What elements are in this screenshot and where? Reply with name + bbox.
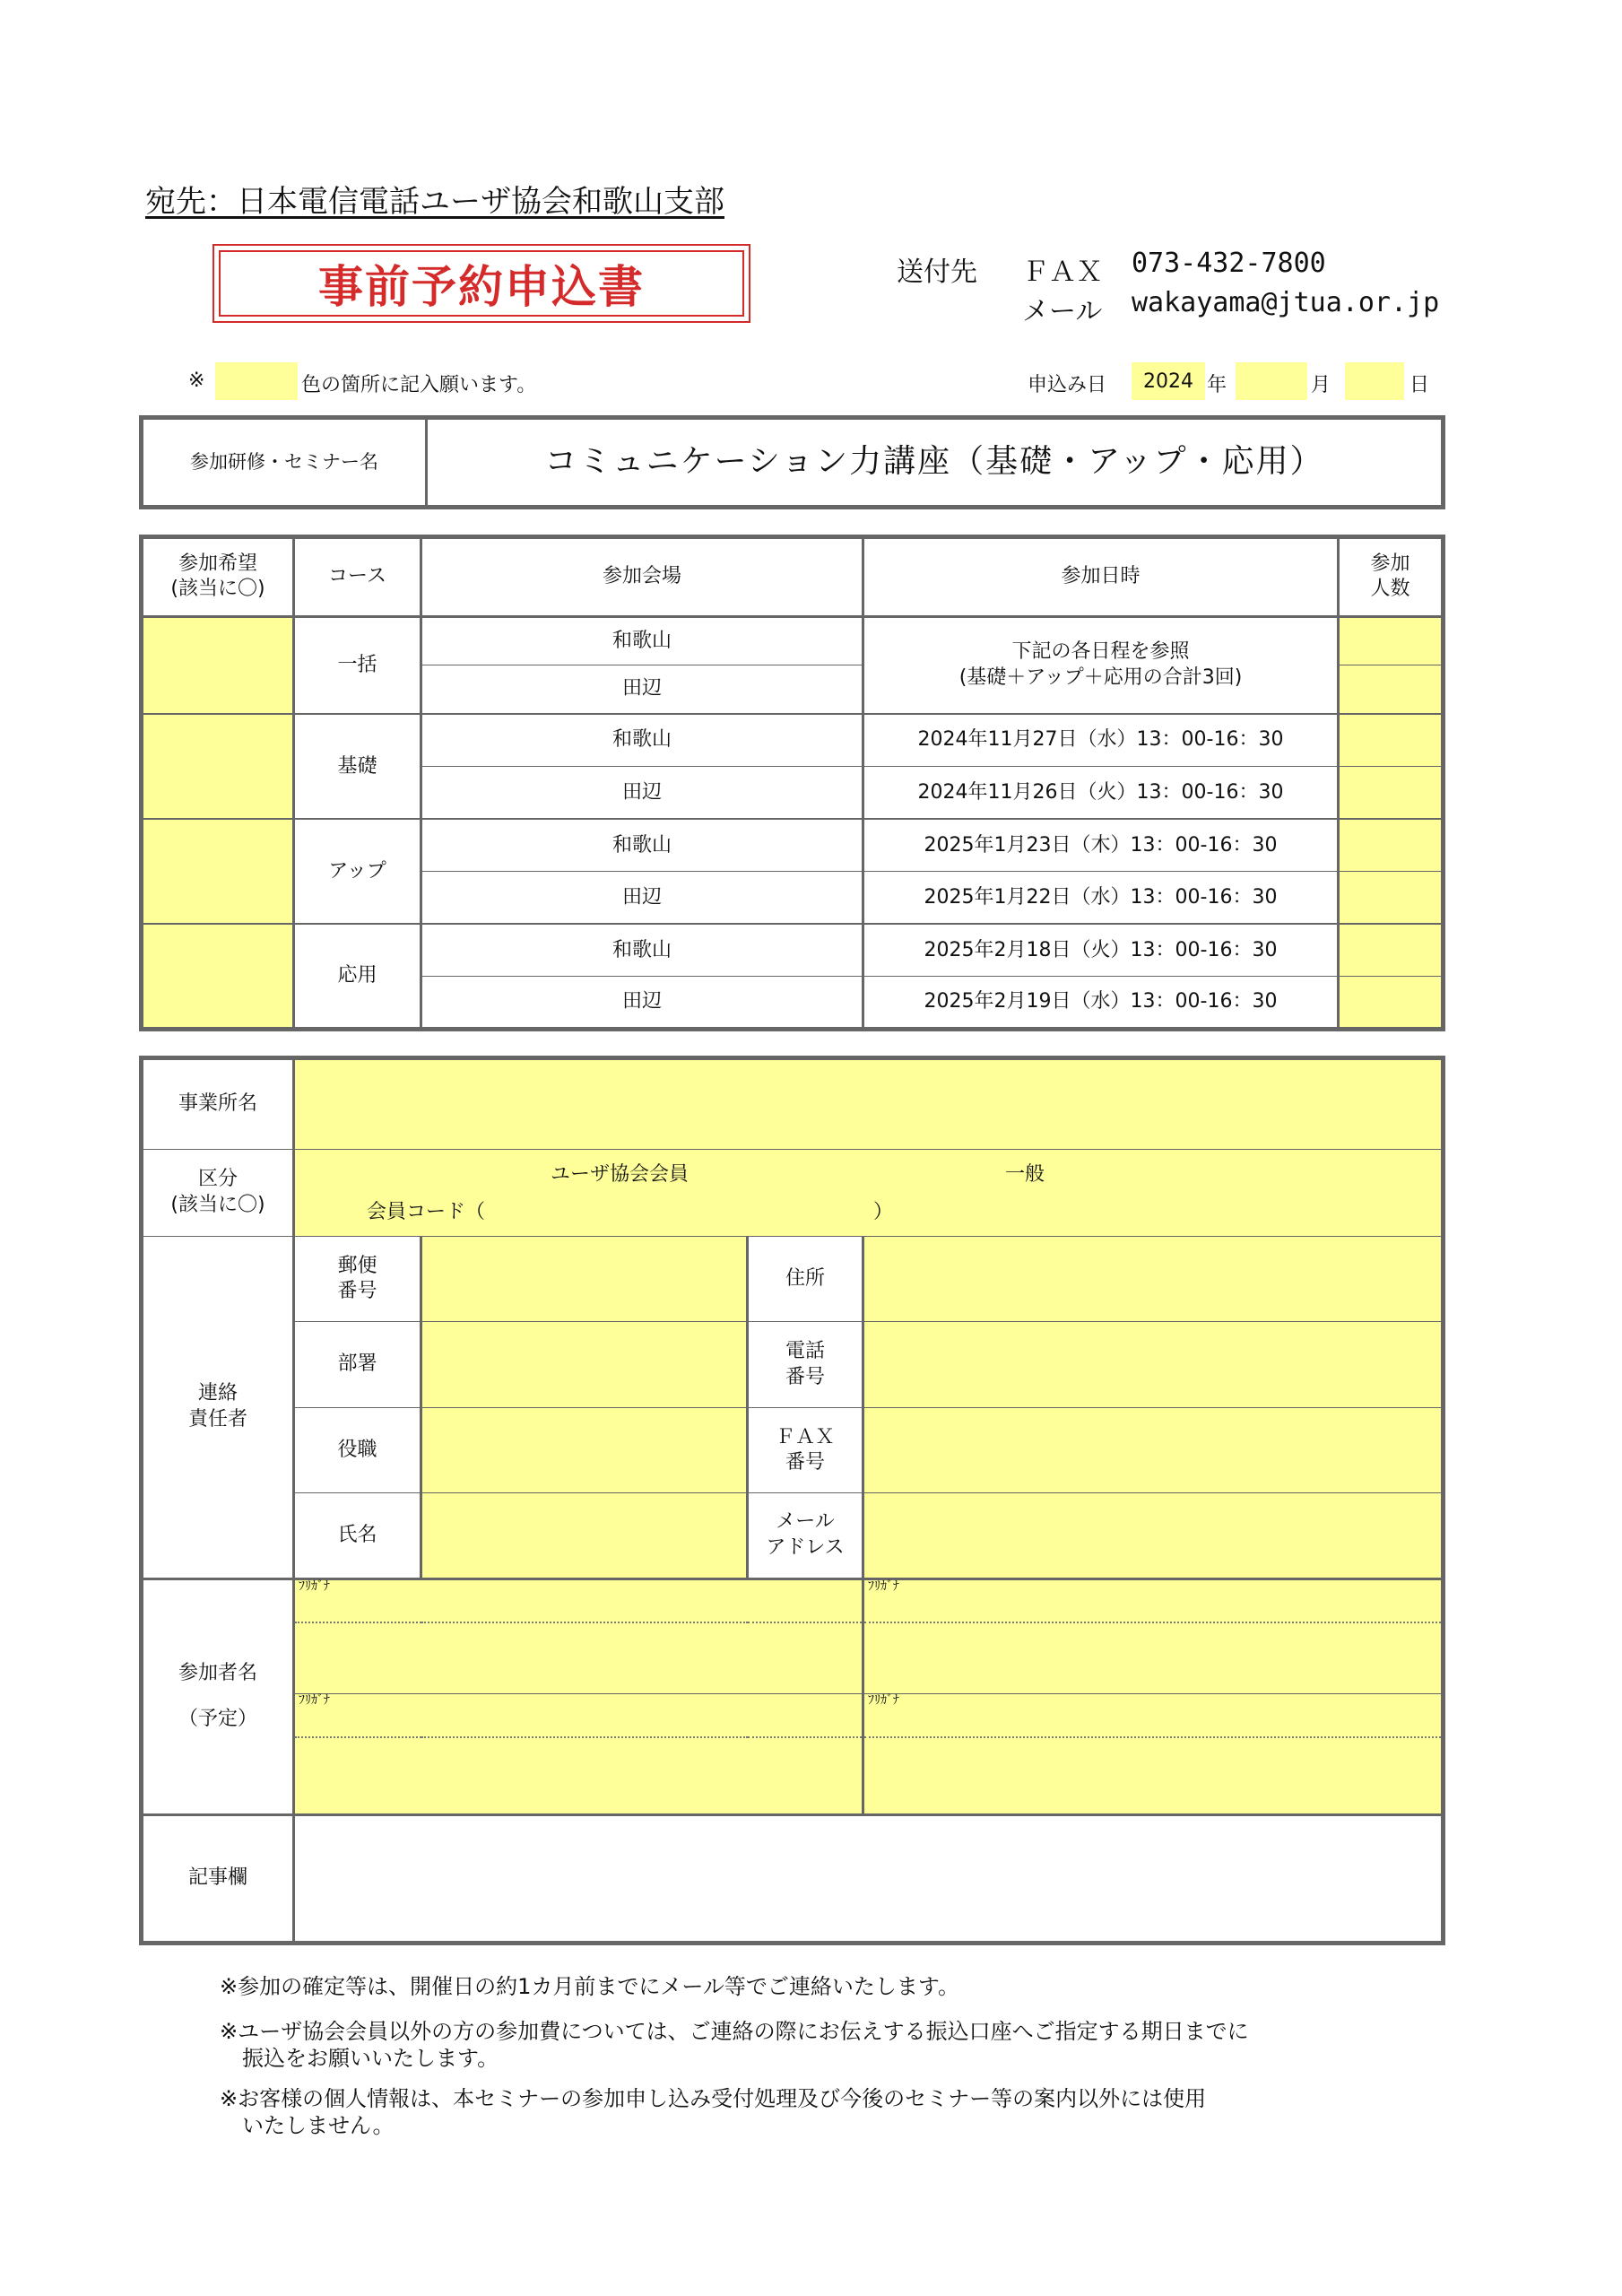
- header-course: コース: [294, 537, 421, 617]
- dept-label: 部署: [294, 1322, 421, 1407]
- apply-year-field[interactable]: 2024: [1132, 362, 1205, 400]
- member-code-label: 会員コード（: [367, 1200, 486, 1223]
- category-label-l1: 区分: [197, 1168, 238, 1191]
- category-label: [142, 1149, 294, 1236]
- venue-cell: 和歌山: [421, 714, 863, 767]
- course-up: アップ: [294, 819, 421, 924]
- footnote-2-line1: ※ユーザ協会会員以外の方の参加費については、ご連絡の際にお伝えする振込口座へご指定する期日までに: [220, 2019, 1249, 2044]
- venue-cell: 田辺: [421, 977, 863, 1030]
- postal-field[interactable]: [421, 1237, 748, 1322]
- course-basic: 基礎: [294, 714, 421, 819]
- title-box: [213, 244, 750, 323]
- postal-label-l1: 郵便: [337, 1254, 377, 1277]
- furigana-label: ﾌﾘｶﾞﾅ: [868, 1692, 899, 1708]
- notes-field[interactable]: [294, 1814, 1444, 1943]
- venue-cell: 和歌山: [421, 616, 863, 665]
- seminar-table: [139, 415, 1445, 509]
- hope-cell-bulk[interactable]: [142, 616, 294, 714]
- hope-cell-basic[interactable]: [142, 714, 294, 819]
- count-cell[interactable]: [1339, 872, 1444, 925]
- furigana-label: ﾌﾘｶﾞﾅ: [299, 1578, 330, 1594]
- footnote-3-line1: ※お客様の個人情報は、本セミナーの参加申し込み受付処理及び今後のセミナー等の案内以外には使用: [220, 2086, 1207, 2111]
- count-cell[interactable]: [1339, 616, 1444, 665]
- course-applied: 応用: [294, 924, 421, 1029]
- header-venue: 参加会場: [421, 537, 863, 617]
- email-label-l1: メール: [776, 1510, 835, 1534]
- header-count-l1: 参加: [1370, 552, 1410, 575]
- office-field[interactable]: [294, 1058, 1444, 1150]
- venue-cell: 田辺: [421, 872, 863, 925]
- footnote-3-line2: いたしません。: [242, 2113, 395, 2138]
- participant-4-furigana[interactable]: [863, 1693, 1444, 1737]
- header-count-l2: 人数: [1370, 578, 1410, 601]
- count-cell[interactable]: [1339, 977, 1444, 1030]
- note-text: 色の箇所に記入願います。: [301, 374, 537, 396]
- month-label: 月: [1311, 374, 1331, 396]
- date-merged-l2: (基礎＋アップ＋応用の合計3回): [958, 666, 1243, 690]
- address-field[interactable]: [863, 1237, 1444, 1322]
- participant-4-name[interactable]: [863, 1737, 1444, 1814]
- course-table: [139, 535, 1445, 1031]
- phone-field[interactable]: [863, 1322, 1444, 1407]
- venue-cell: 田辺: [421, 665, 863, 714]
- send-to-label: 送付先: [897, 257, 977, 288]
- apply-month-field[interactable]: [1236, 362, 1307, 400]
- count-cell[interactable]: [1339, 767, 1444, 820]
- venue-cell: 田辺: [421, 767, 863, 820]
- date-merged: [863, 616, 1339, 714]
- position-field[interactable]: [421, 1407, 748, 1492]
- year-label: 年: [1207, 374, 1227, 396]
- date-cell: 2025年2月18日（火）13：00-16：30: [863, 924, 1339, 977]
- mail-label: メール: [1022, 296, 1103, 327]
- date-cell: 2024年11月26日（火）13：00-16：30: [863, 767, 1339, 820]
- email-label: [748, 1493, 863, 1578]
- header-date: 参加日時: [863, 537, 1339, 617]
- count-cell[interactable]: [1339, 665, 1444, 714]
- header-hope-l1: 参加希望: [178, 552, 257, 575]
- category-field[interactable]: [294, 1149, 1444, 1236]
- dept-field[interactable]: [421, 1322, 748, 1407]
- office-label: 事業所名: [142, 1058, 294, 1150]
- participant-1-furigana[interactable]: [294, 1578, 863, 1622]
- fax-label-l2: 番号: [785, 1451, 825, 1474]
- hope-cell-up[interactable]: [142, 819, 294, 924]
- member-code-close: ）: [873, 1200, 894, 1223]
- seminar-label: 参加研修・セミナー名: [142, 418, 427, 508]
- date-cell: 2025年2月19日（水）13：00-16：30: [863, 977, 1339, 1030]
- recipient-line: 宛先：日本電信電話ユーザ協会和歌山支部: [145, 184, 724, 220]
- date-cell: 2025年1月22日（水）13：00-16：30: [863, 872, 1339, 925]
- position-label: 役職: [294, 1407, 421, 1492]
- fax-field[interactable]: [863, 1407, 1444, 1492]
- participants-label-l1: 参加者名: [178, 1662, 257, 1685]
- count-cell[interactable]: [1339, 714, 1444, 767]
- date-cell: 2025年1月23日（木）13：00-16：30: [863, 819, 1339, 872]
- fax-label-cell: [748, 1407, 863, 1492]
- general-option[interactable]: 一般: [1005, 1162, 1045, 1186]
- name-label: 氏名: [294, 1493, 421, 1578]
- mail-address: wakayama@jtua.or.jp: [1132, 287, 1440, 318]
- member-option[interactable]: ユーザ協会会員: [551, 1162, 690, 1186]
- notes-label: 記事欄: [142, 1814, 294, 1943]
- fax-label: ＦＡＸ: [1022, 257, 1103, 288]
- apply-date-label: 申込み日: [1028, 374, 1107, 396]
- count-cell[interactable]: [1339, 819, 1444, 872]
- note-mark: ※: [188, 370, 205, 392]
- postal-label-l2: 番号: [337, 1280, 377, 1303]
- date-cell: 2024年11月27日（水）13：00-16：30: [863, 714, 1339, 767]
- participant-3-furigana[interactable]: [294, 1693, 863, 1737]
- name-field[interactable]: [421, 1493, 748, 1578]
- contact-label-l1: 連絡: [197, 1382, 238, 1405]
- participants-label-l2: （予定）: [178, 1707, 257, 1730]
- header-hope: [142, 537, 294, 617]
- email-field[interactable]: [863, 1493, 1444, 1578]
- venue-cell: 和歌山: [421, 819, 863, 872]
- fax-label-l1: ＦＡＸ: [775, 1425, 835, 1448]
- day-label: 日: [1409, 374, 1430, 396]
- header-count: [1339, 537, 1444, 617]
- phone-label-l1: 電話: [785, 1340, 825, 1363]
- postal-label: [294, 1237, 421, 1322]
- participant-2-name[interactable]: [863, 1622, 1444, 1693]
- participant-3-name[interactable]: [294, 1737, 863, 1814]
- address-label: 住所: [748, 1237, 863, 1322]
- contact-label: [142, 1237, 294, 1579]
- apply-day-field[interactable]: [1345, 362, 1404, 400]
- header-hope-l2: (該当に〇): [170, 578, 265, 601]
- participant-2-furigana[interactable]: [863, 1578, 1444, 1622]
- hope-cell-applied[interactable]: [142, 924, 294, 1029]
- footnote-2-line2: 振込をお願いいたします。: [242, 2046, 499, 2071]
- phone-label-l2: 番号: [785, 1365, 825, 1388]
- date-merged-l1: 下記の各日程を参照: [1011, 640, 1190, 664]
- course-bulk: 一括: [294, 616, 421, 714]
- venue-cell: 和歌山: [421, 924, 863, 977]
- applicant-info-table: [139, 1056, 1445, 1945]
- participants-label: [142, 1578, 294, 1814]
- furigana-label: ﾌﾘｶﾞﾅ: [299, 1692, 330, 1708]
- count-cell[interactable]: [1339, 924, 1444, 977]
- fill-color-sample: [215, 362, 298, 400]
- email-label-l2: アドレス: [766, 1536, 845, 1560]
- category-label-l2: (該当に〇): [170, 1193, 265, 1216]
- participant-1-name[interactable]: [294, 1622, 863, 1693]
- phone-label: [748, 1322, 863, 1407]
- footnote-1: ※参加の確定等は、開催日の約1カ月前までにメール等でご連絡いたします。: [220, 1974, 959, 1999]
- fax-number: 073-432-7800: [1132, 248, 1326, 279]
- contact-label-l2: 責任者: [187, 1407, 247, 1431]
- form-title: 事前予約申込書: [219, 250, 744, 317]
- furigana-label: ﾌﾘｶﾞﾅ: [868, 1578, 899, 1594]
- seminar-name: コミュニケーション力講座（基礎・アップ・応用）: [544, 443, 1324, 481]
